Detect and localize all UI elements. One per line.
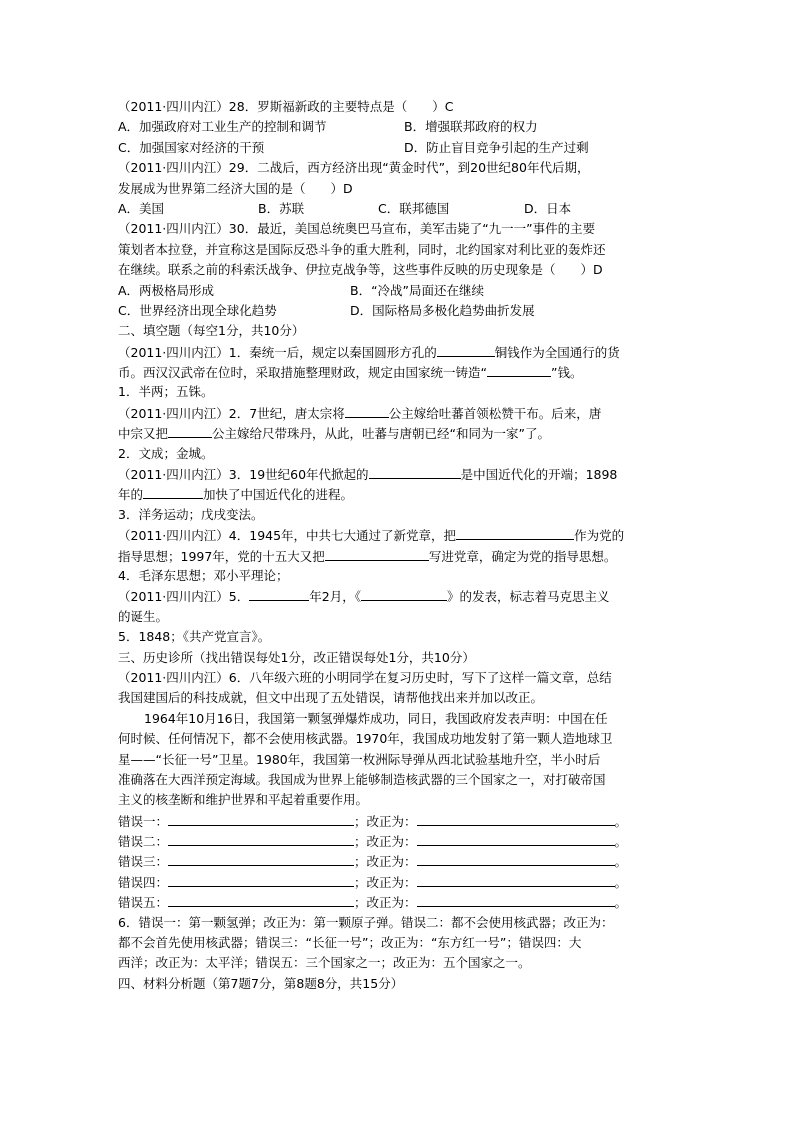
fill5-answer: 5．1848；《共产党宣言》。 <box>118 629 271 645</box>
q30-options-row2 <box>118 301 678 321</box>
error-row-2 <box>118 831 678 851</box>
q28-options-row1 <box>118 117 678 137</box>
q30-stem-line1: （2011·四川内江）30．最近，美国总统奥巴马宣布，美军击毙了“九一一”事件的主要 <box>118 221 596 237</box>
fill3-text-b: 是中国近代化的开端；1898 <box>460 467 618 483</box>
fill1-text-a: （2011·四川内江）1．秦统一后，规定以秦国圆形方孔的 <box>118 344 437 360</box>
error-label: 错误四： <box>118 874 169 890</box>
section-history-clinic-heading: 三、历史诊所（找出错误每处1分，改正错误每处1分，共10分） <box>118 649 475 665</box>
q6-answer-line2: 都不会首先使用核武器；错误三：“长征一号”；改正为：“东方红一号”；错误四：大 <box>118 935 582 951</box>
error-row-3 <box>118 851 678 871</box>
fill5-line1 <box>118 586 678 606</box>
fill1-text-b: 铜钱作为全国通行的货 <box>494 344 620 360</box>
q29-options <box>118 199 678 219</box>
fix-blank[interactable] <box>417 851 615 866</box>
error-label: 错误一： <box>118 813 169 829</box>
q30-option-c: C．世界经济出现全球化趋势 <box>118 302 277 318</box>
fill5-blank-1[interactable] <box>249 586 309 601</box>
error-label: 错误五： <box>118 895 169 911</box>
q28-options-row2 <box>118 138 678 158</box>
q28-stem: （2011·四川内江）28．罗斯福新政的主要特点是（ ）C <box>118 99 454 114</box>
error-blank[interactable] <box>168 851 354 866</box>
q6-passage-line1: 1964年10月16日，我国第一颗氢弹爆炸成功，同日，我国政府发表声明：中国在任 <box>144 710 608 726</box>
fill1-text-c: 币。西汉汉武帝在位时，采取措施整理财政，规定由国家统一铸造“ <box>118 365 487 381</box>
q30-stem-line2: 策划者本拉登，并宣称这是国际反恐斗争的重大胜利，同时，北约国家对利比亚的轰炸还 <box>118 241 606 257</box>
error-blank[interactable] <box>168 831 354 846</box>
q30-option-a: A．两极格局形成 <box>118 282 215 298</box>
fill4-answer: 4．毛泽东思想；邓小平理论； <box>118 567 289 583</box>
fill4-text-c: 指导思想；1997年，党的十五大又把 <box>118 548 325 564</box>
fill1-line2 <box>118 362 678 382</box>
fix-blank[interactable] <box>417 831 615 846</box>
fill3-answer: 3．洋务运动；戊戌变法。 <box>118 506 264 522</box>
fill2-text-c: 中宗又把 <box>118 426 169 442</box>
fill3-blank-1[interactable] <box>369 464 461 479</box>
fill3-text-a: （2011·四川内江）3．19世纪60年代掀起的 <box>118 467 369 483</box>
fill5-line2: 的诞生。 <box>118 608 169 624</box>
fill5-text-c: 》的发表，标志着马克思主义 <box>446 589 610 605</box>
fill3-text-d: 加快了中国近代化的进程。 <box>203 487 354 503</box>
row-end: 。 <box>614 834 628 850</box>
row-end: 。 <box>614 874 628 890</box>
error-blank[interactable] <box>168 872 354 887</box>
error-row-5 <box>118 892 678 912</box>
q6-passage-line4: 准确落在大西洋预定海域。我国成为世界上能够制造核武器的三个国家之一，对打破帝国 <box>118 771 606 787</box>
fill2-answer: 2．文成；金城。 <box>118 445 214 461</box>
fix-label: ；改正为： <box>354 874 417 890</box>
fill3-text-c: 年的 <box>118 487 144 503</box>
error-blank[interactable] <box>168 811 354 826</box>
fill5-text-a: （2011·四川内江）5． <box>118 589 250 605</box>
q30-option-b: B．“冷战”局面还在继续 <box>350 282 485 298</box>
fill2-text-d: 公主嫁给尺带珠丹，从此，吐蕃与唐朝已经“和同为一家”了。 <box>212 426 550 442</box>
fill1-blank-1[interactable] <box>437 342 495 357</box>
q29-stem-line2: 发展成为世界第二经济大国的是（ ）D <box>118 180 353 196</box>
q29-option-c: C．联邦德国 <box>378 200 450 216</box>
row-end: 。 <box>614 813 628 829</box>
error-label: 错误三： <box>118 854 169 870</box>
fill4-blank-1[interactable] <box>456 525 574 540</box>
fill3-line1 <box>118 464 678 484</box>
q29-stem-line1: （2011·四川内江）29．二战后，西方经济出现“黄金时代”，到20世纪80年代后期， <box>118 160 590 176</box>
fix-label: ；改正为： <box>354 834 417 850</box>
fill1-line1 <box>118 342 678 362</box>
row-end: 。 <box>614 854 628 870</box>
fill4-text-b: 作为党的 <box>574 528 625 544</box>
section-material-analysis-heading: 四、材料分析题（第7题7分，第8题8分，共15分） <box>118 975 404 991</box>
fill5-text-b: 年2月，《 <box>309 589 361 605</box>
q28-option-b: B．增强联邦政府的权力 <box>404 119 538 135</box>
fill4-text-d: 写进党章，确定为党的指导思想。 <box>428 548 617 564</box>
section-fill-in-heading: 二、填空题（每空1分，共10分） <box>118 323 305 339</box>
error-row-1 <box>118 811 678 831</box>
fill4-text-a: （2011·四川内江）4．1945年，中共七大通过了新党章，把 <box>118 528 457 544</box>
q6-passage-line3: 星——“长征一号”卫星。1980年，我国第一枚洲际导弹从西北试验基地升空，半小时后 <box>118 751 601 767</box>
q30-stem-line3: 在继续。联系之前的科索沃战争、伊拉克战争等，这些事件反映的历史现象是（ ）D <box>118 262 603 278</box>
fill4-line2 <box>118 546 678 566</box>
q28-option-a: A．加强政府对工业生产的控制和调节 <box>118 119 327 135</box>
fix-blank[interactable] <box>417 811 615 826</box>
q6-answer-line1: 6．错误一：第一颗氢弹；改正为：第一颗原子弹。错误二：都不会使用核武器；改正为： <box>118 914 614 930</box>
q6-answer-line3: 西洋；改正为：太平洋；错误五：三个国家之一；改正为：五个国家之一。 <box>118 955 531 971</box>
fill1-text-d: ”钱。 <box>550 365 583 381</box>
error-row-4 <box>118 872 678 892</box>
q30-options-row1 <box>118 281 678 301</box>
fill1-answer: 1．半两；五铢。 <box>118 384 214 400</box>
q28-option-c: C．加强国家对经济的干预 <box>118 139 265 155</box>
fix-blank[interactable] <box>417 892 615 907</box>
fill4-line1 <box>118 525 678 545</box>
error-blank[interactable] <box>168 892 354 907</box>
fill2-text-b: 公主嫁给吐蕃首领松赞干布。后来，唐 <box>388 405 602 421</box>
error-label: 错误二： <box>118 834 169 850</box>
q29-option-a: A．美国 <box>118 200 165 216</box>
row-end: 。 <box>614 895 628 911</box>
fill3-line2 <box>118 484 678 504</box>
fill2-line2 <box>118 423 678 443</box>
fill2-blank-2[interactable] <box>168 423 212 438</box>
q28-option-d: D．防止盲目竞争引起的生产过剩 <box>404 139 589 155</box>
fix-label: ；改正为： <box>354 854 417 870</box>
fix-label: ；改正为： <box>354 813 417 829</box>
q30-option-d: D．国际格局多极化趋势曲折发展 <box>350 302 535 318</box>
q6-passage-line2: 何时候、任何情况下，都不会使用核武器。1970年，我国成功地发射了第一颗人造地球卫 <box>118 731 613 747</box>
fill5-blank-2[interactable] <box>361 586 447 601</box>
q6-stem-line2: 我国建国后的科技成就，但文中出现了五处错误，请帮他找出来并加以改正。 <box>118 690 544 706</box>
q29-option-d: D．日本 <box>524 200 572 216</box>
fill2-blank-1[interactable] <box>345 403 389 418</box>
q6-passage-line5: 主义的核垄断和维护世界和平起着重要作用。 <box>118 792 369 808</box>
fill3-blank-2[interactable] <box>143 484 203 499</box>
fill2-text-a: （2011·四川内江）2．7世纪，唐太宗将 <box>118 405 345 421</box>
q6-stem-line1: （2011·四川内江）6．八年级六班的小明同学在复习历史时，写下了这样一篇文章，总结 <box>118 669 612 685</box>
q29-option-b: B．苏联 <box>258 200 305 216</box>
fix-label: ；改正为： <box>354 895 417 911</box>
fill1-blank-2[interactable] <box>487 362 551 377</box>
fix-blank[interactable] <box>417 872 615 887</box>
fill2-line1 <box>118 403 678 423</box>
document-page <box>118 97 678 994</box>
fill4-blank-2[interactable] <box>325 546 429 561</box>
